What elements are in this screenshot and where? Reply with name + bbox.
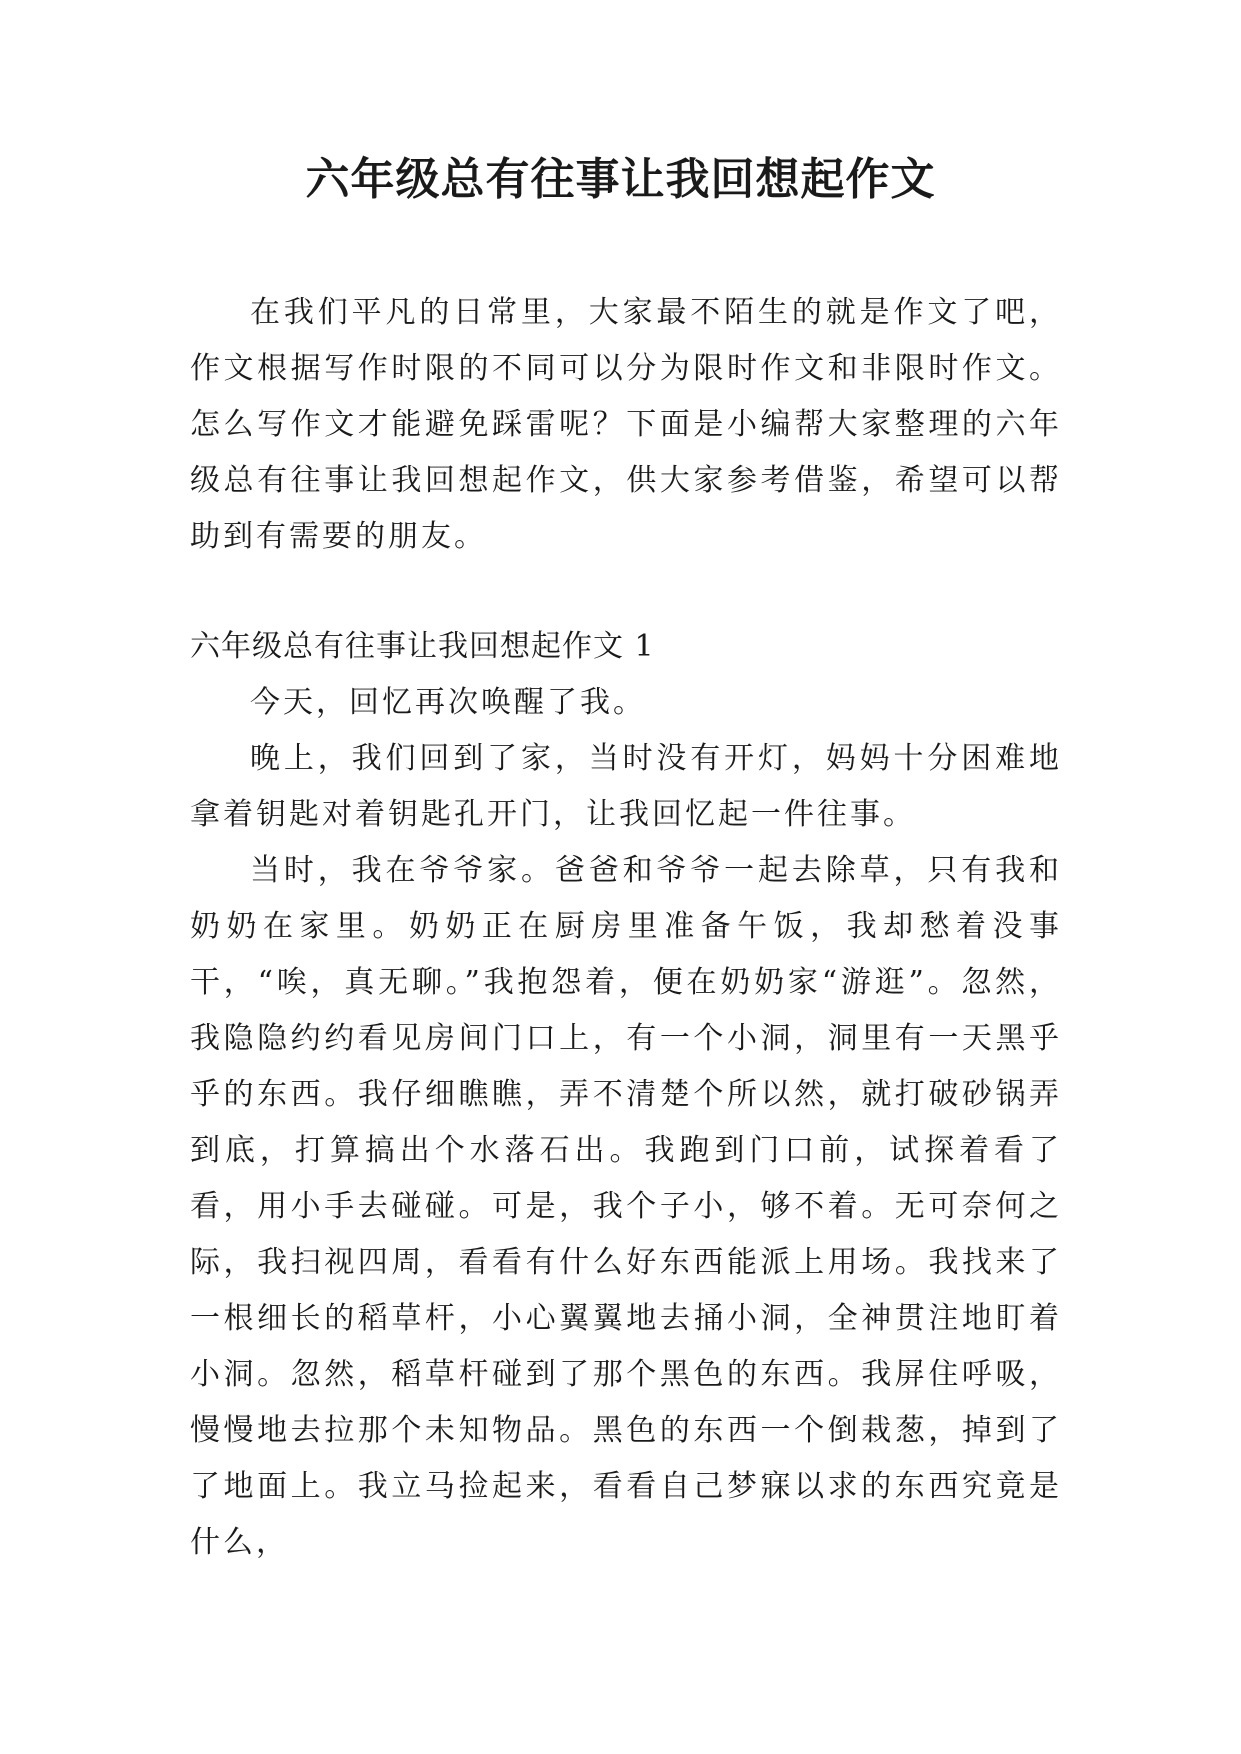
document-body xyxy=(190,285,1062,1571)
body-paragraph: 当时，我在爷爷家。爸爸和爷爷一起去除草，只有我和奶奶在家里。奶奶正在厨房里准备午饭，我却愁着没事干，“唉，真无聊。”我抱怨着，便在奶奶家“游逛”。忽然，我隐隐约约看见房间门口上，有一个小洞，洞里有一天黑乎乎的东西。我仔细瞧瞧，弄不清楚个所以然，就打破砂锅弄到底，打算搞出个水落石出。我跑到门口前，试探着看了看，用小手去碰碰。可是，我个子小，够不着。无可奈何之际，我扫视四周，看看有什么好东西能派上用场。我找来了一根细长的稻草杆，小心翼翼地去捅小洞，全神贯注地盯着小洞。忽然，稻草杆碰到了那个黑色的东西。我屏住呼吸，慢慢地去拉那个未知物品。黑色的东西一个倒栽葱，掉到了了地面上。我立马捡起来，看看自己梦寐以求的东西究竟是什么， xyxy=(190,853,1062,1560)
section-heading: 六年级总有往事让我回想起作文 1 xyxy=(190,629,655,664)
body-paragraph: 今天，回忆再次唤醒了我。 xyxy=(250,685,646,720)
intro-paragraph: 在我们平凡的日常里，大家最不陌生的就是作文了吧，作文根据写作时限的不同可以分为限时作文和非限时作文。怎么写作文才能避免踩雷呢？下面是小编帮大家整理的六年级总有往事让我回想起作文，供大家参考借鉴，希望可以帮助到有需要的朋友。 xyxy=(190,295,1062,554)
document-title: 六年级总有往事让我回想起作文 xyxy=(305,154,936,205)
body-paragraph: 晚上，我们回到了家，当时没有开灯，妈妈十分困难地拿着钥匙对着钥匙孔开门，让我回忆起一件往事。 xyxy=(190,741,1062,832)
